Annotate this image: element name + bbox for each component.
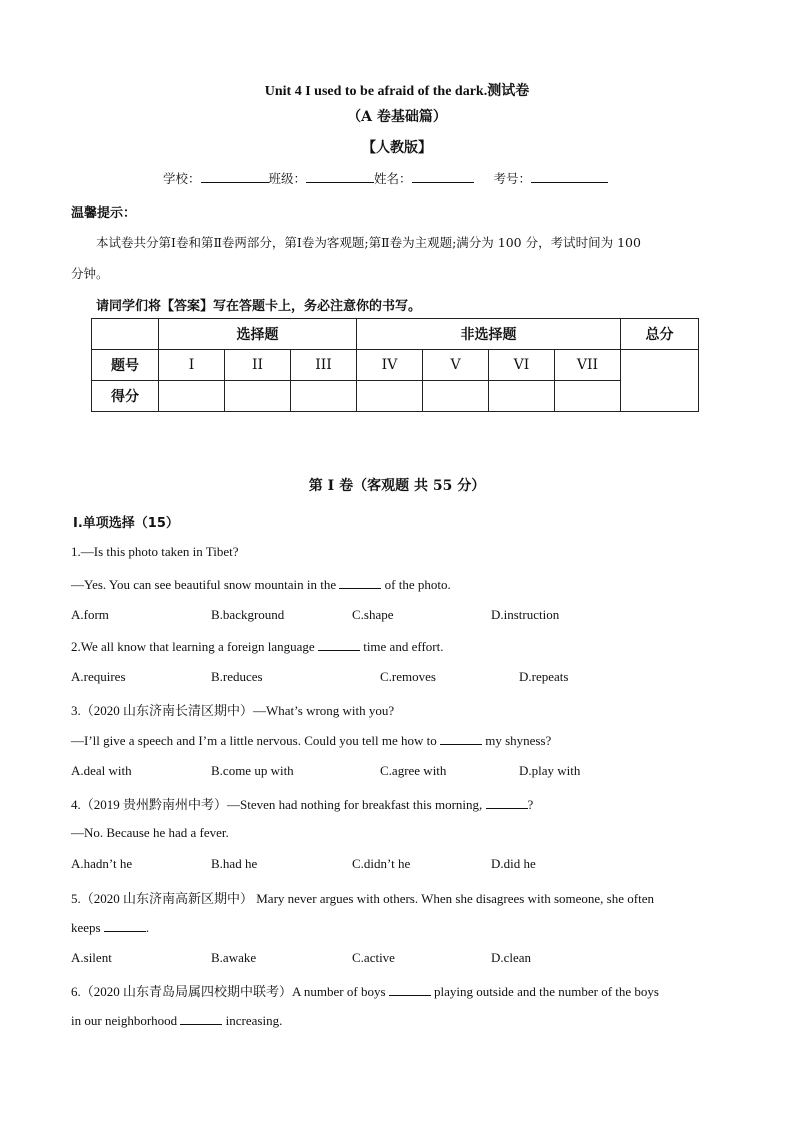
edition-label: 【人教版】 [362,140,432,156]
question-3-answer-line: —I’ll give a speech and I’m a little nervous. Could you tell me how to my shyness? [71,733,552,748]
option-b[interactable]: B.awake [211,950,257,965]
answer-blank[interactable] [486,796,528,809]
option-d[interactable]: D.clean [491,950,532,965]
option-a[interactable]: A.deal with [71,763,132,778]
id-label: 考号： [493,171,532,186]
answer-blank[interactable] [440,732,482,745]
column-label: VI [489,350,555,381]
question-1-stem: 1.—Is this photo taken in Tibet? [71,544,239,559]
school-blank[interactable] [201,170,269,183]
option-c[interactable]: C.agree with [380,763,447,778]
group-nonchoice-header: 非选择题 [357,319,621,350]
option-b[interactable]: B.had he [211,856,258,871]
question-1-answer-line: —Yes. You can see beautiful snow mountain in the of the photo. [71,577,451,592]
score-cell[interactable] [489,381,555,412]
column-label: V [423,350,489,381]
option-a[interactable]: A.form [71,607,109,622]
document-title: Unit 4 I used to be afraid of the dark.测试卷 [264,84,530,99]
option-d[interactable]: D.play with [519,763,581,778]
class-blank[interactable] [306,170,374,183]
answer-blank[interactable] [318,638,360,651]
column-label: I [159,350,225,381]
option-d[interactable]: D.did he [491,856,536,871]
option-a[interactable]: A.requires [71,669,126,684]
name-label: 姓名： [374,171,412,186]
column-label: III [291,350,357,381]
question-3-stem: 3.（2020 山东济南长清区期中）—What’s wrong with you? [71,703,395,718]
answer-blank[interactable] [389,983,431,996]
group-choice-header: 选择题 [159,319,357,350]
option-b[interactable]: B.reduces [211,669,263,684]
question-6-stem: 6.（2020 山东青岛局属四校期中联考）A number of boys playing outside and the number of the boys [71,984,659,999]
score-cell[interactable] [423,381,489,412]
score-cell[interactable] [291,381,357,412]
question-6-answer-line: in our neighborhood increasing. [71,1013,283,1028]
question-4-stem: 4.（2019 贵州黔南州中考）—Steven had nothing for breakfast this morning, ? [71,797,534,812]
question-5-answer-line: keeps . [71,920,150,935]
question-2-stem: 2.We all know that learning a foreign language time and effort. [71,639,444,654]
option-b[interactable]: B.background [211,607,285,622]
option-c[interactable]: C.didn’t he [352,856,411,871]
document-subtitle: （A 卷基础篇） [347,109,447,125]
row-number-label: 题号 [92,350,159,381]
score-cell[interactable] [159,381,225,412]
id-blank[interactable] [531,170,608,183]
total-score-cell[interactable] [621,350,699,412]
option-b[interactable]: B.come up with [211,763,294,778]
option-c[interactable]: C.active [352,950,395,965]
column-label: IV [357,350,423,381]
score-cell[interactable] [357,381,423,412]
option-a[interactable]: A.silent [71,950,112,965]
tips-body-line1: 本试卷共分第Ⅰ卷和第Ⅱ卷两部分，第Ⅰ卷为客观题;第Ⅱ卷为主观题;满分为 100 分，考试时间为 100 [96,235,641,250]
option-c[interactable]: C.removes [380,669,436,684]
answer-blank[interactable] [104,919,146,932]
score-table [91,318,699,412]
info-line [163,169,608,187]
class-label: 班级： [268,171,307,186]
school-label: 学校： [163,171,201,186]
score-cell[interactable] [225,381,291,412]
name-blank[interactable] [412,170,474,183]
section-heading: 第 I 卷（客观题 共 55 分） [308,478,486,494]
option-d[interactable]: D.instruction [491,607,560,622]
answer-blank[interactable] [180,1012,222,1025]
part-title: Ⅰ.单项选择（15） [73,516,179,531]
column-label: II [225,350,291,381]
column-label: VII [555,350,621,381]
question-5-stem: 5.（2020 山东济南高新区期中） Mary never argues with others. When she disagrees with someone, she often [71,891,654,906]
option-d[interactable]: D.repeats [519,669,569,684]
score-cell[interactable] [555,381,621,412]
row-score-label: 得分 [92,381,159,412]
tips-heading: 温馨提示： [71,206,137,221]
option-c[interactable]: C.shape [352,607,394,622]
answer-blank[interactable] [339,576,381,589]
answer-note: 请同学们将【答案】写在答题卡上，务必注意你的书写。 [96,299,422,314]
tips-body-line2: 分钟。 [71,266,109,281]
total-header: 总分 [621,319,699,350]
table-corner [92,319,159,350]
question-4-answer-line: —No. Because he had a fever. [71,825,229,840]
option-a[interactable]: A.hadn’t he [71,856,133,871]
